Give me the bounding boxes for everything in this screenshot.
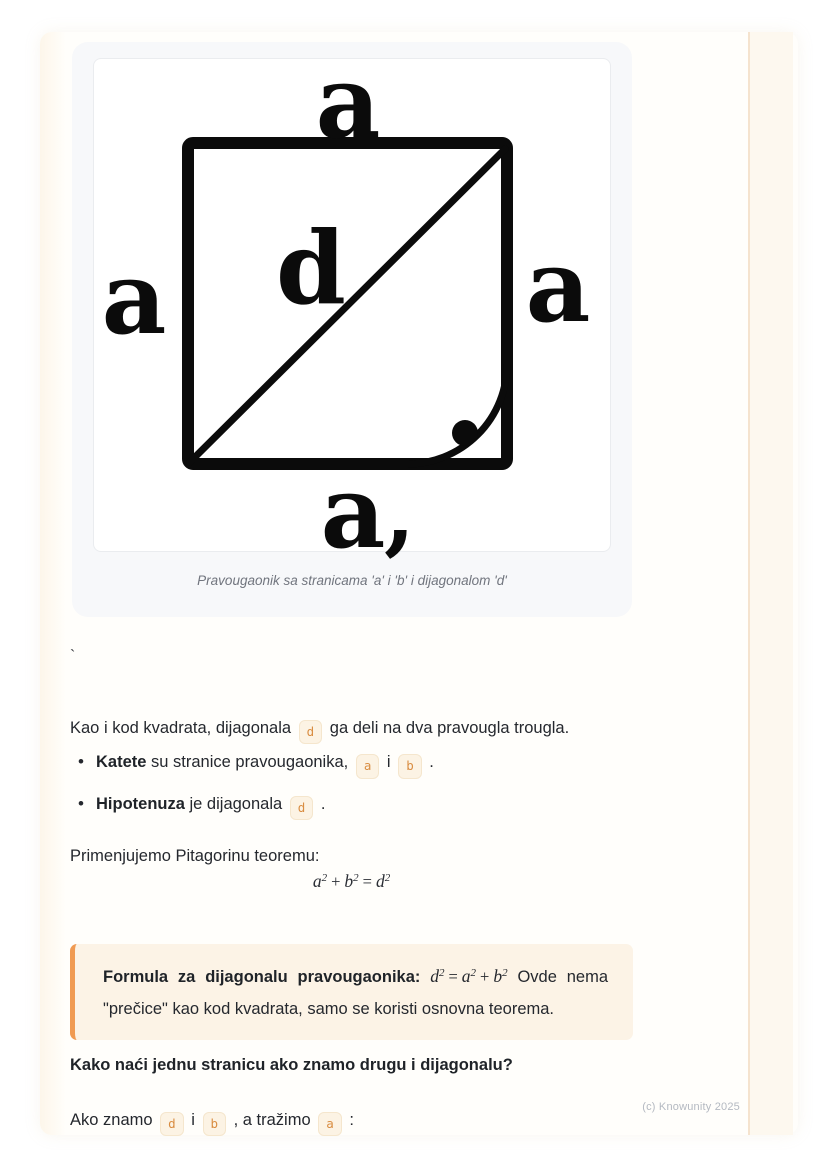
inline-code-d: d (299, 720, 323, 745)
figure-caption: Pravougaonik sa stranicama 'a' i 'b' i dijagonalom 'd' (197, 573, 507, 588)
diagonal-line (190, 149, 505, 462)
inline-code-d: d (290, 796, 314, 821)
intro-text-pre: Kao i kod kvadrata, dijagonala (70, 718, 296, 737)
bullet-bold-term: Hipotenuza (96, 794, 185, 813)
bullet-bold-term: Katete (96, 753, 147, 771)
intro-paragraph (70, 719, 670, 745)
square-diagonal-diagram (94, 43, 610, 571)
final-paragraph (70, 1111, 670, 1137)
math-exponent: 2 (470, 967, 477, 979)
bullet-text-after: . (424, 753, 434, 771)
right-angle-arc (407, 364, 507, 464)
math-operator: + (331, 872, 341, 891)
math-operator: + (480, 967, 490, 986)
inline-code-a: a (318, 1112, 342, 1137)
page-edge-divider (748, 32, 750, 1135)
math-var: a (461, 966, 471, 986)
display-formula (70, 871, 633, 892)
bullet-list (70, 750, 670, 833)
math-var: a (312, 871, 322, 891)
math-var: d (430, 966, 439, 986)
stray-backtick: ` (70, 648, 76, 665)
final-text-pre: Ako znamo (70, 1110, 158, 1129)
bullet-text-after: . (316, 794, 326, 813)
sheet-right-band (750, 32, 793, 1135)
math-relation: = (448, 967, 458, 986)
final-text-between: i (186, 1110, 200, 1129)
intro-text-post: ga deli na dva pravougla trougla. (325, 718, 570, 737)
final-text-end: : (344, 1110, 354, 1129)
math-exponent: 2 (353, 872, 359, 884)
watermark: (c) Knowunity 2025 (642, 1101, 740, 1113)
figure-card (72, 42, 632, 617)
diagonal-label: d (276, 209, 346, 327)
math-exponent: 2 (438, 967, 445, 979)
figure-image (93, 43, 611, 571)
list-item-hipotenuza (70, 792, 670, 821)
side-label-bottom: a (320, 453, 386, 571)
sheet-left-edge (40, 32, 66, 1135)
inline-code-b: b (203, 1112, 227, 1137)
math-var: b (493, 966, 503, 986)
list-item-katete (70, 750, 670, 779)
right-angle-dot (452, 420, 478, 446)
side-label-right: a (525, 227, 591, 345)
bullet-text-between: i (382, 753, 396, 771)
callout-box (70, 944, 633, 1040)
inline-code-b: b (398, 754, 422, 779)
bullet-text: su stranice pravougaonika, (146, 753, 353, 771)
inline-code-d: d (160, 1112, 184, 1137)
math-exponent: 2 (502, 967, 508, 979)
math-var: d (375, 871, 385, 891)
section-subheading: Kako naći jednu stranicu ako znamo drugu i dijagonalu? (70, 1056, 513, 1074)
pythagoras-lead: Primenjujemo Pitagorinu teoremu: (70, 846, 320, 865)
bullet-text: je dijagonala (184, 794, 287, 813)
math-relation: = (362, 872, 372, 891)
callout-text: Ovde nema "prečice" kao kod kvadrata, samo se koristi osnovna teorema. (103, 968, 608, 1019)
side-label-bottom-mark: , (384, 460, 416, 566)
side-label-top: a (315, 43, 381, 161)
math-exponent: 2 (384, 872, 391, 884)
callout-bold-lead: Formula za dijagonalu pravougaonika: (103, 968, 431, 986)
math-exponent: 2 (321, 872, 328, 884)
math-var: b (344, 871, 354, 891)
side-label-left: a (101, 239, 167, 357)
final-text-mid: , a tražimo (229, 1110, 316, 1129)
inline-code-a: a (356, 754, 380, 779)
